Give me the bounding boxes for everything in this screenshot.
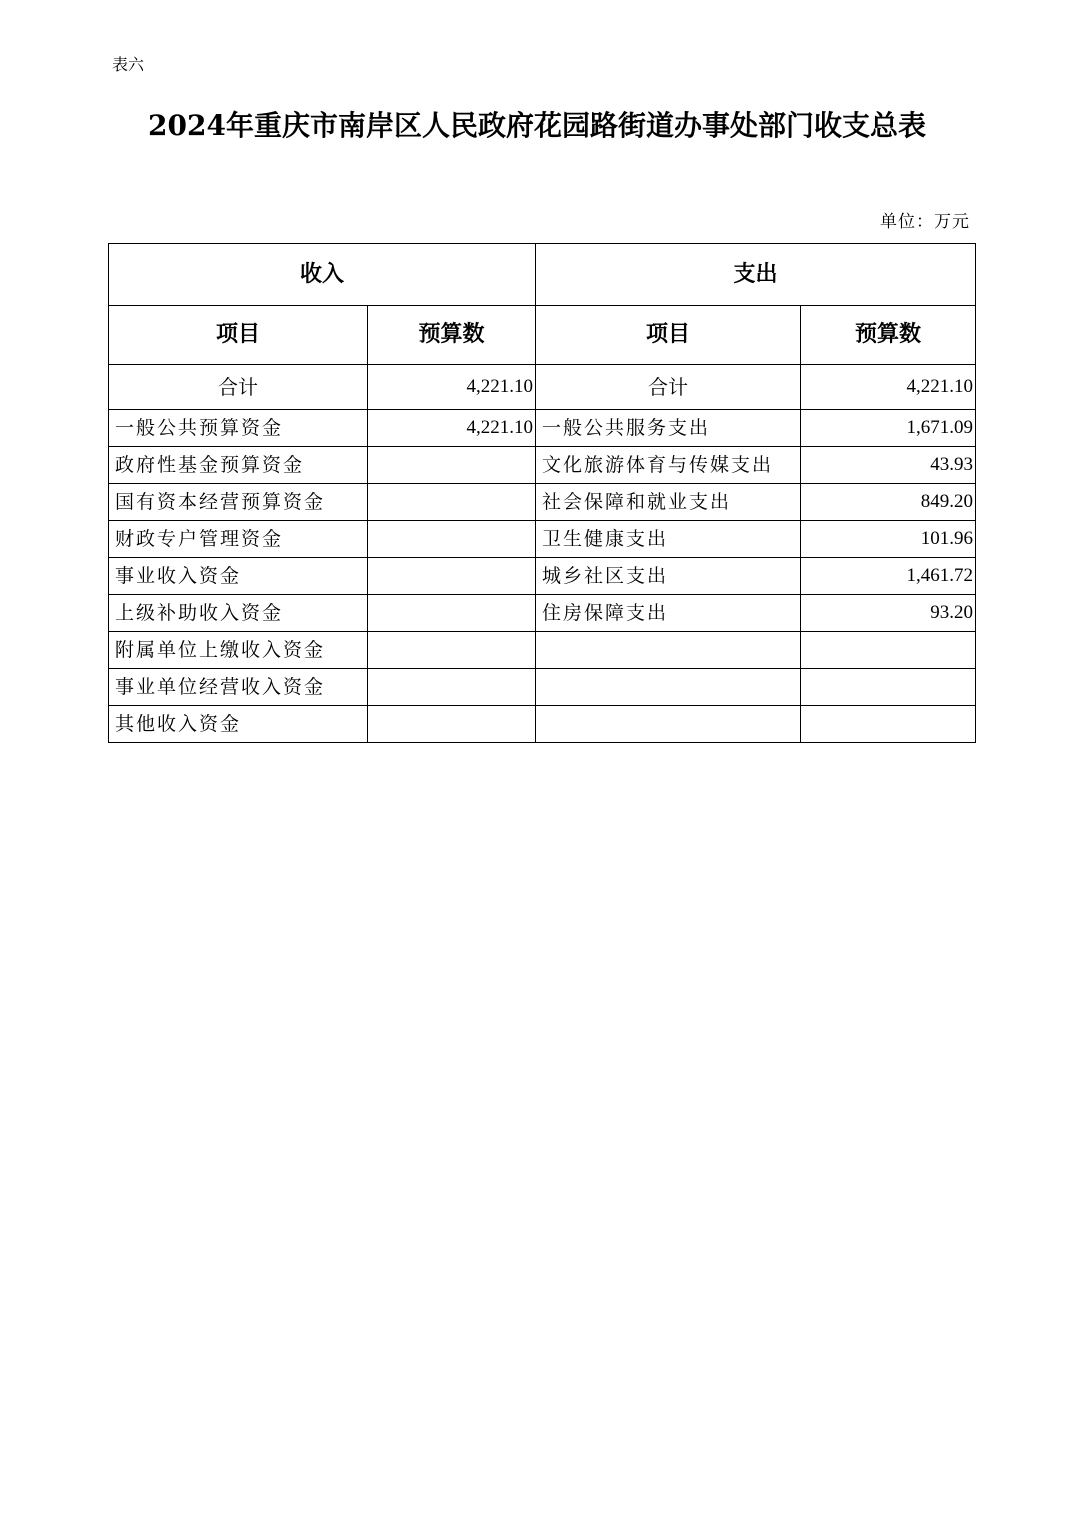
expense-item — [536, 706, 801, 743]
expense-item: 城乡社区支出 — [536, 558, 801, 595]
expense-value: 1,461.72 — [801, 558, 976, 595]
income-value — [368, 484, 536, 521]
table-row — [109, 706, 976, 743]
income-value: 4,221.10 — [368, 410, 536, 447]
income-expense-table — [108, 243, 976, 743]
expense-item-header: 项目 — [536, 306, 801, 365]
income-item: 国有资本经营预算资金 — [109, 484, 368, 521]
income-item: 事业收入资金 — [109, 558, 368, 595]
income-total-label: 合计 — [109, 365, 368, 410]
page-title: 2024年重庆市南岸区人民政府花园路街道办事处部门收支总表 — [148, 109, 926, 142]
table-row — [109, 410, 976, 447]
expense-total-label: 合计 — [536, 365, 801, 410]
unit-label: 单位：万元 — [880, 212, 970, 232]
expense-value — [801, 632, 976, 669]
table-row — [109, 521, 976, 558]
expense-value: 849.20 — [801, 484, 976, 521]
expense-item — [536, 669, 801, 706]
table-row — [109, 669, 976, 706]
expense-group-header: 支出 — [536, 244, 976, 306]
page-label: 表六 — [112, 55, 145, 74]
expense-value — [801, 669, 976, 706]
income-item: 财政专户管理资金 — [109, 521, 368, 558]
income-value — [368, 558, 536, 595]
income-item: 上级补助收入资金 — [109, 595, 368, 632]
table-row — [109, 447, 976, 484]
income-value — [368, 521, 536, 558]
income-value — [368, 632, 536, 669]
expense-total-value: 4,221.10 — [801, 365, 976, 410]
expense-value: 43.93 — [801, 447, 976, 484]
income-total-value: 4,221.10 — [368, 365, 536, 410]
income-item: 其他收入资金 — [109, 706, 368, 743]
expense-item: 卫生健康支出 — [536, 521, 801, 558]
table-row — [109, 484, 976, 521]
income-item: 附属单位上缴收入资金 — [109, 632, 368, 669]
expense-budget-header: 预算数 — [801, 306, 976, 365]
group-header-row — [109, 244, 976, 306]
income-value — [368, 669, 536, 706]
total-row — [109, 365, 976, 410]
income-item: 一般公共预算资金 — [109, 410, 368, 447]
income-item: 事业单位经营收入资金 — [109, 669, 368, 706]
expense-item: 住房保障支出 — [536, 595, 801, 632]
expense-item: 一般公共服务支出 — [536, 410, 801, 447]
expense-value: 93.20 — [801, 595, 976, 632]
income-budget-header: 预算数 — [368, 306, 536, 365]
expense-value: 101.96 — [801, 521, 976, 558]
income-item-header: 项目 — [109, 306, 368, 365]
income-value — [368, 447, 536, 484]
expense-item: 文化旅游体育与传媒支出 — [536, 447, 801, 484]
expense-item — [536, 632, 801, 669]
income-item: 政府性基金预算资金 — [109, 447, 368, 484]
expense-value — [801, 706, 976, 743]
table-row — [109, 558, 976, 595]
table-row — [109, 632, 976, 669]
expense-value: 1,671.09 — [801, 410, 976, 447]
income-value — [368, 706, 536, 743]
expense-item: 社会保障和就业支出 — [536, 484, 801, 521]
column-header-row — [109, 306, 976, 365]
income-group-header: 收入 — [109, 244, 536, 306]
income-value — [368, 595, 536, 632]
table-row — [109, 595, 976, 632]
